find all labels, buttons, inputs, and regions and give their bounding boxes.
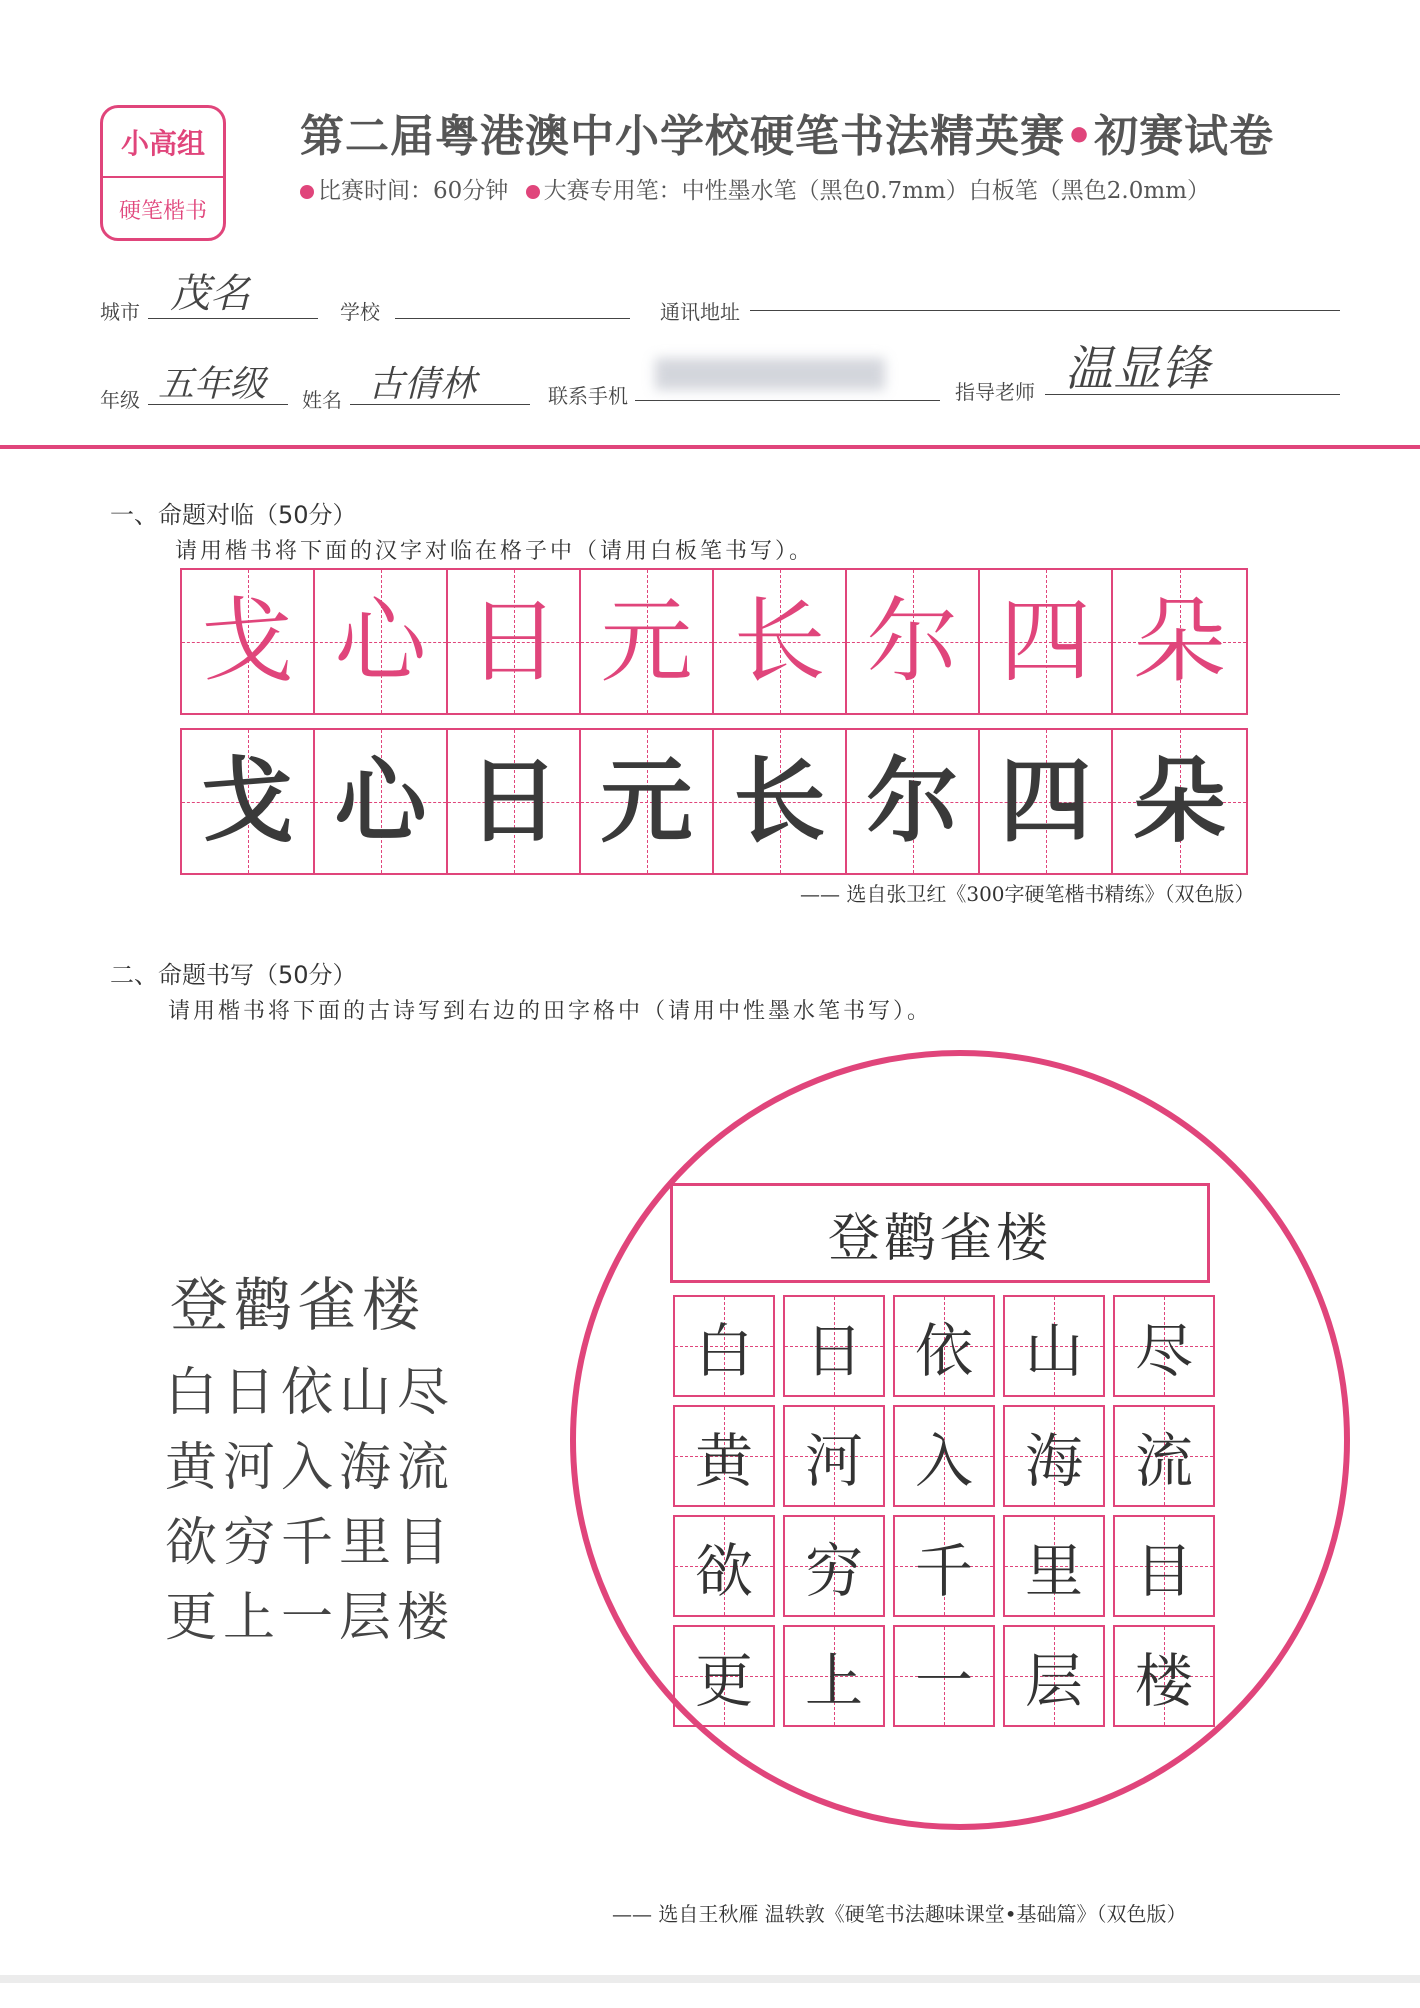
section1-instruction: 请用楷书将下面的汉字对临在格子中（请用白板笔书写）。 bbox=[175, 539, 815, 564]
answer-char: 白 bbox=[694, 1317, 753, 1385]
written-char-grid bbox=[180, 728, 1248, 875]
poem-title: 登鹳雀楼 bbox=[170, 1271, 427, 1339]
time-label: 比赛时间：60分钟 bbox=[318, 178, 509, 204]
pen-label: 大赛专用笔：中性墨水笔（黑色0.7mm）白板笔（黑色2.0mm） bbox=[543, 178, 1210, 204]
city-label: 城市 bbox=[100, 300, 140, 324]
answer-cell[interactable] bbox=[1113, 1295, 1215, 1397]
model-cell bbox=[714, 570, 847, 713]
answer-char: 更 bbox=[694, 1647, 753, 1715]
exam-info bbox=[300, 172, 1210, 205]
badge-category: 硬笔楷书 bbox=[118, 198, 207, 224]
answer-char: 穷 bbox=[804, 1537, 863, 1605]
answer-char: 黄 bbox=[694, 1427, 753, 1495]
answer-char: 日 bbox=[804, 1317, 863, 1385]
poem-line: 黄河入海流 bbox=[165, 1438, 456, 1498]
group-badge bbox=[100, 105, 226, 241]
answer-char: 流 bbox=[1134, 1427, 1193, 1495]
written-char: 元 bbox=[600, 747, 693, 855]
answer-char: 层 bbox=[1024, 1647, 1083, 1715]
answer-cell[interactable] bbox=[783, 1515, 885, 1617]
phone-field[interactable] bbox=[635, 400, 940, 401]
grade-value: 五年级 bbox=[158, 364, 267, 405]
model-cell bbox=[847, 570, 980, 713]
answer-char: 欲 bbox=[694, 1537, 753, 1605]
poem-line: 更上一层楼 bbox=[165, 1588, 456, 1648]
model-char: 朵 bbox=[1133, 587, 1226, 695]
written-cell[interactable] bbox=[1113, 730, 1246, 873]
city-value: 茂名 bbox=[170, 271, 250, 317]
answer-char: 海 bbox=[1024, 1427, 1083, 1495]
answer-cell[interactable] bbox=[673, 1515, 775, 1617]
section1-source: —— 选自张卫红《300字硬笔楷书精练》（双色版） bbox=[800, 882, 1255, 906]
address-label: 通讯地址 bbox=[660, 300, 740, 324]
written-cell[interactable] bbox=[448, 730, 581, 873]
model-cell bbox=[315, 570, 448, 713]
model-char: 尔 bbox=[866, 587, 959, 695]
written-cell[interactable] bbox=[980, 730, 1113, 873]
address-field[interactable] bbox=[750, 310, 1340, 311]
model-char: 元 bbox=[600, 587, 693, 695]
answer-char: 上 bbox=[804, 1647, 863, 1715]
model-cell bbox=[1113, 570, 1246, 713]
answer-char: 一 bbox=[914, 1647, 973, 1715]
poem-line: 欲穷千里目 bbox=[165, 1513, 456, 1573]
header-divider bbox=[0, 445, 1420, 449]
answer-cell[interactable] bbox=[893, 1295, 995, 1397]
answer-cell[interactable] bbox=[893, 1625, 995, 1727]
answer-cell[interactable] bbox=[1113, 1625, 1215, 1727]
answer-char: 里 bbox=[1024, 1537, 1083, 1605]
name-value: 古倩林 bbox=[368, 364, 477, 405]
teacher-value: 温显锋 bbox=[1065, 341, 1210, 397]
phone-label: 联系手机 bbox=[548, 384, 628, 408]
section1-heading: 一、命题对临（50分） bbox=[110, 501, 357, 529]
answer-char: 入 bbox=[914, 1427, 973, 1495]
answer-cell[interactable] bbox=[673, 1405, 775, 1507]
answer-cell[interactable] bbox=[1113, 1515, 1215, 1617]
answer-cell[interactable] bbox=[1113, 1405, 1215, 1507]
teacher-label: 指导老师 bbox=[955, 380, 1035, 404]
page-title bbox=[300, 100, 1274, 164]
title-stage: 初赛试卷 bbox=[1094, 111, 1275, 162]
answer-cell[interactable] bbox=[783, 1625, 885, 1727]
answer-cell[interactable] bbox=[1003, 1405, 1105, 1507]
model-cell bbox=[182, 570, 315, 713]
name-label: 姓名 bbox=[302, 388, 342, 412]
redacted-phone bbox=[655, 358, 885, 390]
answer-cell[interactable] bbox=[1003, 1515, 1105, 1617]
answer-title: 登鹳雀楼 bbox=[827, 1208, 1052, 1269]
written-char: 朵 bbox=[1133, 747, 1226, 855]
written-char: 戈 bbox=[201, 747, 294, 855]
model-char: 戈 bbox=[201, 587, 294, 695]
answer-cell[interactable] bbox=[1003, 1295, 1105, 1397]
model-cell bbox=[980, 570, 1113, 713]
section2-source: —— 选自王秋雁 温轶敦《硬笔书法趣味课堂•基础篇》（双色版） bbox=[612, 1902, 1187, 1926]
written-cell[interactable] bbox=[581, 730, 714, 873]
answer-char: 千 bbox=[914, 1537, 973, 1605]
poem-line: 白日依山尽 bbox=[165, 1363, 456, 1423]
answer-char: 山 bbox=[1024, 1317, 1083, 1385]
answer-cell[interactable] bbox=[673, 1625, 775, 1727]
written-cell[interactable] bbox=[714, 730, 847, 873]
written-char: 尔 bbox=[866, 747, 959, 855]
section2-instruction: 请用楷书将下面的古诗写到右边的田字格中（请用中性墨水笔书写）。 bbox=[168, 999, 933, 1024]
model-char-grid bbox=[180, 568, 1248, 715]
answer-char: 依 bbox=[914, 1317, 973, 1385]
answer-row bbox=[673, 1405, 1215, 1507]
answer-row bbox=[673, 1295, 1215, 1397]
written-cell[interactable] bbox=[315, 730, 448, 873]
model-char: 四 bbox=[999, 587, 1092, 695]
answer-cell[interactable] bbox=[673, 1295, 775, 1397]
written-char: 日 bbox=[467, 747, 560, 855]
answer-cell[interactable] bbox=[783, 1405, 885, 1507]
badge-divider bbox=[103, 176, 223, 178]
written-char: 长 bbox=[733, 747, 826, 855]
answer-cell[interactable] bbox=[893, 1515, 995, 1617]
school-label: 学校 bbox=[340, 300, 380, 324]
written-cell[interactable] bbox=[182, 730, 315, 873]
answer-cell[interactable] bbox=[893, 1405, 995, 1507]
answer-char: 河 bbox=[804, 1427, 863, 1495]
answer-char: 楼 bbox=[1134, 1647, 1193, 1715]
answer-char: 目 bbox=[1134, 1537, 1193, 1605]
answer-cell[interactable] bbox=[783, 1295, 885, 1397]
written-cell[interactable] bbox=[847, 730, 980, 873]
answer-cell[interactable] bbox=[1003, 1625, 1105, 1727]
answer-row bbox=[673, 1625, 1215, 1727]
page-bottom-edge bbox=[0, 1975, 1420, 1983]
title-dot: • bbox=[1065, 111, 1095, 162]
model-char: 长 bbox=[733, 587, 826, 695]
badge-group: 小高组 bbox=[120, 127, 205, 160]
school-field[interactable] bbox=[395, 318, 630, 319]
bullet-icon bbox=[300, 185, 314, 199]
answer-char: 尽 bbox=[1134, 1317, 1193, 1385]
title-main: 第二届粤港澳中小学校硬笔书法精英赛 bbox=[300, 111, 1065, 162]
model-char: 日 bbox=[467, 587, 560, 695]
answer-title-box[interactable] bbox=[670, 1183, 1210, 1283]
answer-grid bbox=[673, 1295, 1215, 1735]
bullet-icon bbox=[526, 185, 540, 199]
section2-heading: 二、命题书写（50分） bbox=[110, 961, 357, 989]
grade-label: 年级 bbox=[100, 388, 140, 412]
model-cell bbox=[448, 570, 581, 713]
model-char: 心 bbox=[334, 587, 427, 695]
model-cell bbox=[581, 570, 714, 713]
written-char: 四 bbox=[999, 747, 1092, 855]
written-char: 心 bbox=[334, 747, 427, 855]
answer-row bbox=[673, 1515, 1215, 1617]
